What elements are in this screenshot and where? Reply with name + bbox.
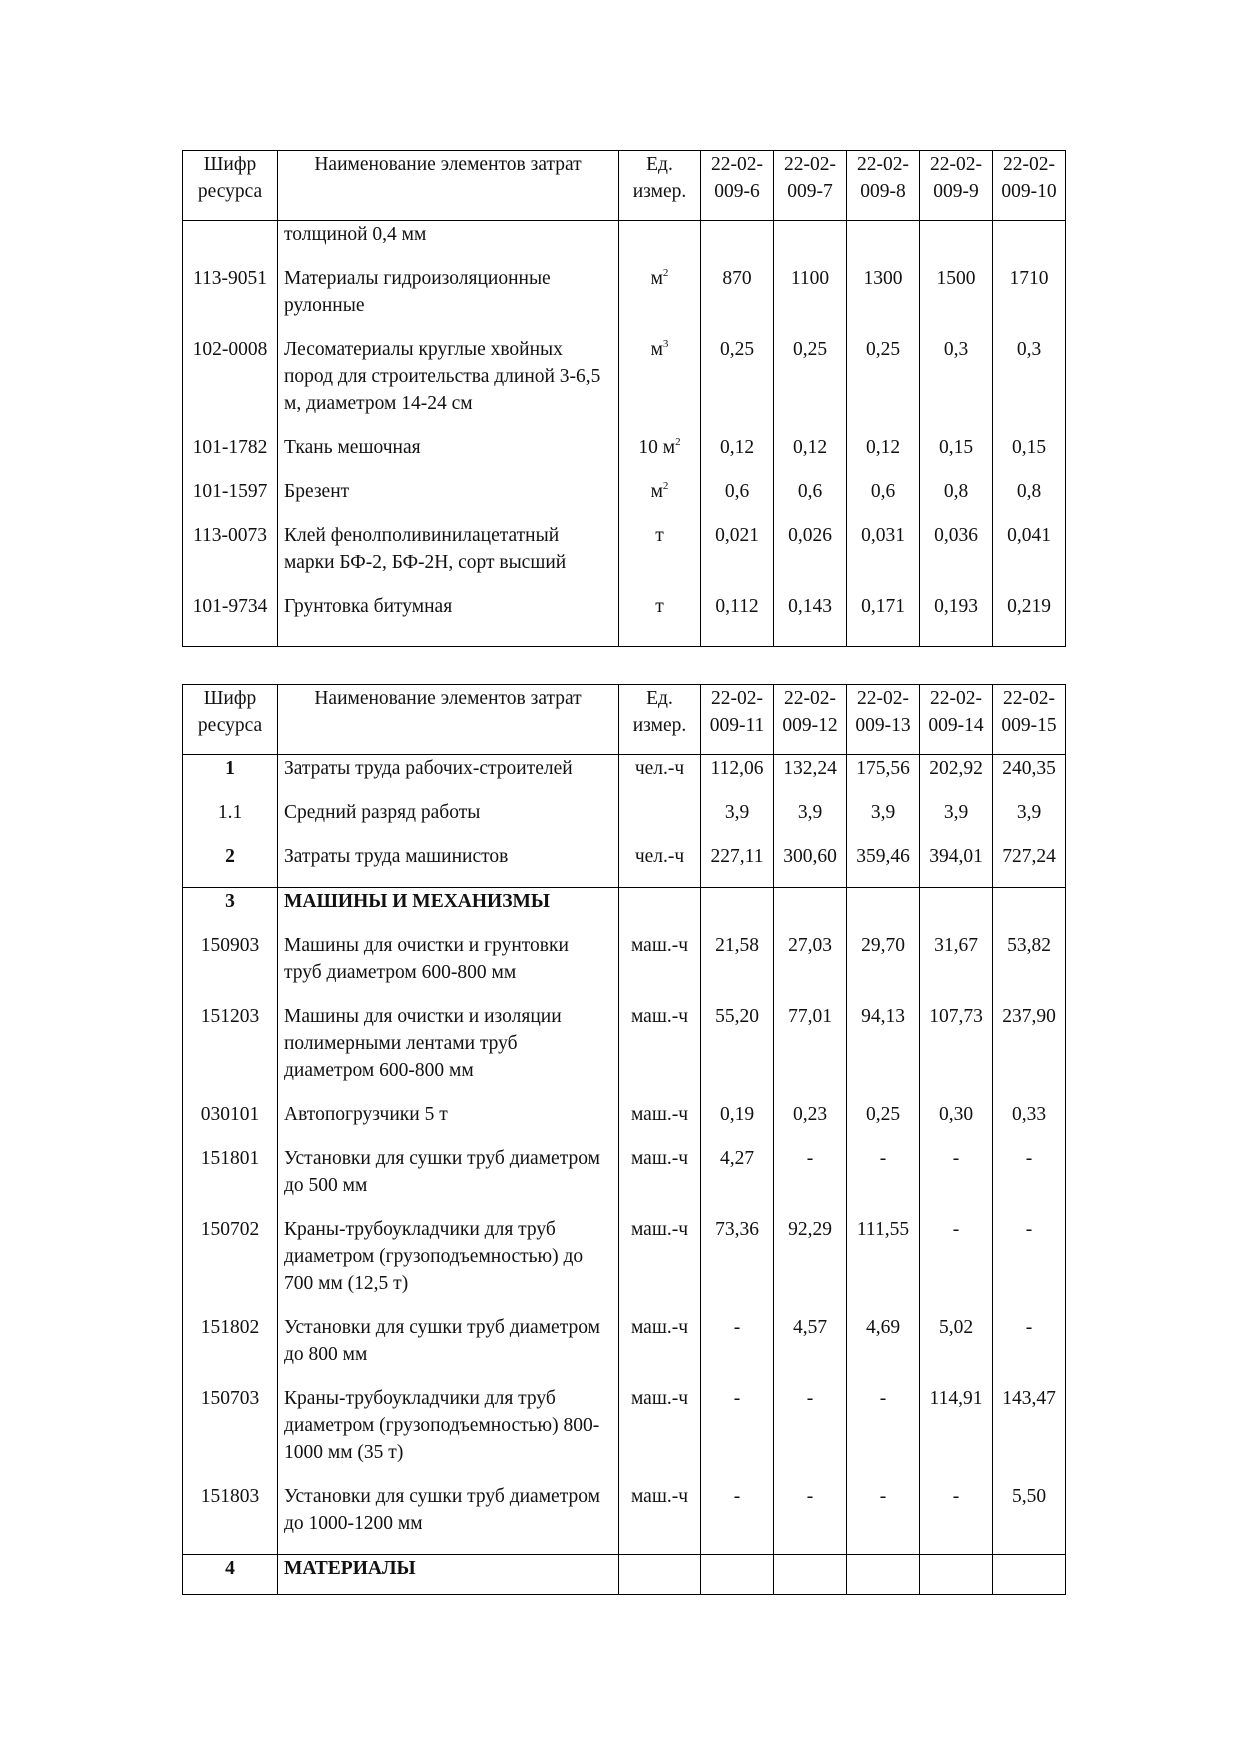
resource-code: 150702 bbox=[183, 1216, 278, 1314]
value-cell: - bbox=[993, 1314, 1066, 1385]
cost-element-name: МАШИНЫ И МЕХАНИЗМЫ bbox=[278, 888, 619, 933]
value-cell: 31,67 bbox=[920, 932, 993, 1003]
cost-element-name: Брезент bbox=[278, 478, 619, 522]
resource-code: 113-0073 bbox=[183, 522, 278, 593]
cost-element-name: Автопогрузчики 5 т bbox=[278, 1101, 619, 1145]
table-row bbox=[183, 1101, 1066, 1145]
unit-cell bbox=[619, 593, 701, 647]
cost-element-name: Машины для очистки и изоляции полимерными лентами труб диаметром 600-800 мм bbox=[278, 1003, 619, 1101]
table-row bbox=[183, 932, 1066, 1003]
value-cell: 0,30 bbox=[920, 1101, 993, 1145]
unit-text: маш.-ч bbox=[630, 1388, 689, 1409]
header-column: 22-02-009-9 bbox=[920, 151, 993, 221]
table-row bbox=[183, 522, 1066, 593]
value-cell: 0,33 bbox=[993, 1101, 1066, 1145]
unit-cell bbox=[619, 336, 701, 434]
value-cell: 3,9 bbox=[920, 799, 993, 843]
cost-element-name: Средний разряд работы bbox=[278, 799, 619, 843]
resource-code: 102-0008 bbox=[183, 336, 278, 434]
table-header-row bbox=[183, 685, 1066, 755]
value-cell: - bbox=[920, 1145, 993, 1216]
resource-code: 151203 bbox=[183, 1003, 278, 1101]
value-cell: 5,50 bbox=[993, 1483, 1066, 1555]
unit-text: чел.-ч bbox=[634, 846, 685, 867]
value-cell bbox=[774, 888, 847, 933]
value-cell: 3,9 bbox=[993, 799, 1066, 843]
header-column: 22-02-009-11 bbox=[701, 685, 774, 755]
cost-element-name: Установки для сушки труб диаметром до 1000-1200 мм bbox=[278, 1483, 619, 1555]
unit-text: м bbox=[650, 339, 663, 360]
value-cell: 3,9 bbox=[774, 799, 847, 843]
unit-text: маш.-ч bbox=[630, 1486, 689, 1507]
resource-code: 3 bbox=[183, 888, 278, 933]
value-cell: 0,15 bbox=[920, 434, 993, 478]
value-cell: 53,82 bbox=[993, 932, 1066, 1003]
value-cell bbox=[701, 221, 774, 266]
unit-cell bbox=[619, 843, 701, 888]
header-name: Наименование элементов затрат bbox=[278, 685, 619, 755]
unit-superscript: 2 bbox=[662, 480, 669, 492]
value-cell bbox=[701, 888, 774, 933]
table-row bbox=[183, 265, 1066, 336]
value-cell bbox=[920, 221, 993, 266]
value-cell: - bbox=[774, 1385, 847, 1483]
resource-code: 1 bbox=[183, 755, 278, 800]
cost-element-name: Установки для сушки труб диаметром до 800 мм bbox=[278, 1314, 619, 1385]
unit-text: 10 м bbox=[638, 437, 676, 458]
resource-code: 150903 bbox=[183, 932, 278, 1003]
unit-superscript: 3 bbox=[662, 338, 669, 350]
value-cell: 175,56 bbox=[847, 755, 920, 800]
value-cell: 1710 bbox=[993, 265, 1066, 336]
value-cell bbox=[701, 1555, 774, 1595]
value-cell: - bbox=[701, 1314, 774, 1385]
value-cell: 1500 bbox=[920, 265, 993, 336]
value-cell bbox=[847, 1555, 920, 1595]
cost-element-name: Грунтовка битумная bbox=[278, 593, 619, 647]
unit-cell bbox=[619, 522, 701, 593]
cost-element-name: МАТЕРИАЛЫ bbox=[278, 1555, 619, 1595]
cost-element-name: толщиной 0,4 мм bbox=[278, 221, 619, 266]
table-row bbox=[183, 888, 1066, 933]
unit-text: маш.-ч bbox=[630, 1148, 689, 1169]
value-cell bbox=[774, 1555, 847, 1595]
table-row bbox=[183, 755, 1066, 800]
cost-element-name: Краны-трубоукладчики для труб диаметром (грузоподъемностью) 800-1000 мм (35 т) bbox=[278, 1385, 619, 1483]
cost-element-name: Затраты труда рабочих-строителей bbox=[278, 755, 619, 800]
header-column: 22-02-009-8 bbox=[847, 151, 920, 221]
value-cell: 3,9 bbox=[847, 799, 920, 843]
header-column: 22-02-009-14 bbox=[920, 685, 993, 755]
table-row bbox=[183, 1145, 1066, 1216]
value-cell: 3,9 bbox=[701, 799, 774, 843]
value-cell: 0,25 bbox=[701, 336, 774, 434]
value-cell: 132,24 bbox=[774, 755, 847, 800]
table-header-row bbox=[183, 151, 1066, 221]
value-cell: 0,3 bbox=[993, 336, 1066, 434]
table-row bbox=[183, 1483, 1066, 1555]
table-row bbox=[183, 843, 1066, 888]
value-cell: - bbox=[993, 1145, 1066, 1216]
value-cell: 92,29 bbox=[774, 1216, 847, 1314]
unit-cell bbox=[619, 1145, 701, 1216]
resource-table-2 bbox=[182, 684, 1066, 1595]
table-row bbox=[183, 1003, 1066, 1101]
unit-text: маш.-ч bbox=[630, 1104, 689, 1125]
unit-superscript: 2 bbox=[675, 436, 681, 448]
unit-cell bbox=[619, 888, 701, 933]
value-cell bbox=[920, 1555, 993, 1595]
value-cell: 0,031 bbox=[847, 522, 920, 593]
value-cell: 0,8 bbox=[920, 478, 993, 522]
unit-cell bbox=[619, 1483, 701, 1555]
value-cell: 0,12 bbox=[774, 434, 847, 478]
header-code: Шифр ресурса bbox=[183, 685, 278, 755]
value-cell: 21,58 bbox=[701, 932, 774, 1003]
resource-code: 1.1 bbox=[183, 799, 278, 843]
table-row bbox=[183, 221, 1066, 266]
unit-text: маш.-ч bbox=[630, 1219, 689, 1240]
value-cell: 359,46 bbox=[847, 843, 920, 888]
value-cell: 0,25 bbox=[847, 1101, 920, 1145]
value-cell: 112,06 bbox=[701, 755, 774, 800]
resource-code: 151803 bbox=[183, 1483, 278, 1555]
table-row bbox=[183, 1216, 1066, 1314]
resource-code: 101-1782 bbox=[183, 434, 278, 478]
value-cell: - bbox=[920, 1216, 993, 1314]
value-cell bbox=[847, 221, 920, 266]
value-cell: 394,01 bbox=[920, 843, 993, 888]
unit-text: т bbox=[655, 525, 664, 546]
value-cell: 0,8 bbox=[993, 478, 1066, 522]
unit-superscript: 2 bbox=[662, 267, 669, 279]
value-cell: 0,6 bbox=[847, 478, 920, 522]
resource-code: 030101 bbox=[183, 1101, 278, 1145]
value-cell: 0,041 bbox=[993, 522, 1066, 593]
header-unit: Ед. измер. bbox=[619, 151, 701, 221]
value-cell bbox=[993, 1555, 1066, 1595]
value-cell: 0,6 bbox=[701, 478, 774, 522]
cost-element-name: Ткань мешочная bbox=[278, 434, 619, 478]
value-cell: 300,60 bbox=[774, 843, 847, 888]
unit-cell bbox=[619, 1314, 701, 1385]
value-cell: 870 bbox=[701, 265, 774, 336]
value-cell: 0,12 bbox=[701, 434, 774, 478]
unit-text: маш.-ч bbox=[630, 1006, 689, 1027]
value-cell: 4,27 bbox=[701, 1145, 774, 1216]
table-row bbox=[183, 1555, 1066, 1595]
unit-cell bbox=[619, 1216, 701, 1314]
header-column: 22-02-009-15 bbox=[993, 685, 1066, 755]
resource-table-1 bbox=[182, 150, 1066, 647]
unit-cell bbox=[619, 1385, 701, 1483]
header-name: Наименование элементов затрат bbox=[278, 151, 619, 221]
value-cell: 0,6 bbox=[774, 478, 847, 522]
value-cell: 0,15 bbox=[993, 434, 1066, 478]
unit-text: маш.-ч bbox=[630, 935, 689, 956]
value-cell bbox=[993, 221, 1066, 266]
unit-text: м bbox=[650, 268, 663, 289]
resource-code: 151801 bbox=[183, 1145, 278, 1216]
value-cell: 0,3 bbox=[920, 336, 993, 434]
value-cell: 0,12 bbox=[847, 434, 920, 478]
unit-text: маш.-ч bbox=[630, 1317, 689, 1338]
cost-element-name: Краны-трубоукладчики для труб диаметром (грузоподъемностью) до 700 мм (12,5 т) bbox=[278, 1216, 619, 1314]
resource-code: 101-1597 bbox=[183, 478, 278, 522]
table-row bbox=[183, 1314, 1066, 1385]
table-row bbox=[183, 478, 1066, 522]
value-cell: - bbox=[701, 1385, 774, 1483]
resource-code: 2 bbox=[183, 843, 278, 888]
value-cell: - bbox=[993, 1216, 1066, 1314]
header-column: 22-02-009-12 bbox=[774, 685, 847, 755]
value-cell bbox=[920, 888, 993, 933]
cost-element-name: Лесоматериалы круглые хвойных пород для строительства длиной 3-6,5 м, диаметром 14-24 см bbox=[278, 336, 619, 434]
unit-cell bbox=[619, 1101, 701, 1145]
value-cell: 73,36 bbox=[701, 1216, 774, 1314]
value-cell: 0,19 bbox=[701, 1101, 774, 1145]
header-unit: Ед. измер. bbox=[619, 685, 701, 755]
unit-cell bbox=[619, 799, 701, 843]
unit-cell bbox=[619, 932, 701, 1003]
table-row bbox=[183, 799, 1066, 843]
value-cell: 0,219 bbox=[993, 593, 1066, 647]
value-cell: - bbox=[920, 1483, 993, 1555]
resource-code: 101-9734 bbox=[183, 593, 278, 647]
table-row bbox=[183, 434, 1066, 478]
value-cell: 77,01 bbox=[774, 1003, 847, 1101]
value-cell: 1100 bbox=[774, 265, 847, 336]
value-cell: - bbox=[701, 1483, 774, 1555]
value-cell: 202,92 bbox=[920, 755, 993, 800]
unit-text: чел.-ч bbox=[634, 758, 685, 779]
unit-cell bbox=[619, 221, 701, 266]
cost-element-name: Материалы гидроизоляционные рулонные bbox=[278, 265, 619, 336]
value-cell: 4,57 bbox=[774, 1314, 847, 1385]
value-cell: 107,73 bbox=[920, 1003, 993, 1101]
unit-text: т bbox=[655, 596, 664, 617]
value-cell: 29,70 bbox=[847, 932, 920, 1003]
value-cell: 143,47 bbox=[993, 1385, 1066, 1483]
value-cell: 94,13 bbox=[847, 1003, 920, 1101]
unit-cell bbox=[619, 478, 701, 522]
value-cell: 0,112 bbox=[701, 593, 774, 647]
table-row bbox=[183, 593, 1066, 647]
unit-cell bbox=[619, 265, 701, 336]
value-cell: 0,23 bbox=[774, 1101, 847, 1145]
value-cell: - bbox=[774, 1483, 847, 1555]
value-cell: 0,25 bbox=[847, 336, 920, 434]
cost-element-name: Затраты труда машинистов bbox=[278, 843, 619, 888]
cost-element-name: Установки для сушки труб диаметром до 500 мм bbox=[278, 1145, 619, 1216]
value-cell: - bbox=[774, 1145, 847, 1216]
value-cell: 1300 bbox=[847, 265, 920, 336]
header-column: 22-02-009-10 bbox=[993, 151, 1066, 221]
table-row bbox=[183, 336, 1066, 434]
value-cell: - bbox=[847, 1385, 920, 1483]
value-cell: 0,036 bbox=[920, 522, 993, 593]
value-cell: 0,171 bbox=[847, 593, 920, 647]
resource-code: 151802 bbox=[183, 1314, 278, 1385]
value-cell: 727,24 bbox=[993, 843, 1066, 888]
value-cell: 0,143 bbox=[774, 593, 847, 647]
cost-element-name: Машины для очистки и грунтовки труб диаметром 600-800 мм bbox=[278, 932, 619, 1003]
value-cell: 114,91 bbox=[920, 1385, 993, 1483]
value-cell bbox=[847, 888, 920, 933]
unit-text: м bbox=[650, 481, 663, 502]
value-cell: - bbox=[847, 1483, 920, 1555]
resource-code: 150703 bbox=[183, 1385, 278, 1483]
unit-cell bbox=[619, 434, 701, 478]
header-column: 22-02-009-6 bbox=[701, 151, 774, 221]
table-row bbox=[183, 1385, 1066, 1483]
value-cell: 55,20 bbox=[701, 1003, 774, 1101]
value-cell: 5,02 bbox=[920, 1314, 993, 1385]
resource-code bbox=[183, 221, 278, 266]
value-cell: 237,90 bbox=[993, 1003, 1066, 1101]
value-cell: 0,193 bbox=[920, 593, 993, 647]
value-cell: 240,35 bbox=[993, 755, 1066, 800]
unit-cell bbox=[619, 1555, 701, 1595]
resource-code: 4 bbox=[183, 1555, 278, 1595]
value-cell bbox=[774, 221, 847, 266]
resource-code: 113-9051 bbox=[183, 265, 278, 336]
cost-element-name: Клей фенолполивинилацетатный марки БФ-2, БФ-2Н, сорт высший bbox=[278, 522, 619, 593]
value-cell: 0,25 bbox=[774, 336, 847, 434]
header-column: 22-02-009-13 bbox=[847, 685, 920, 755]
value-cell: 227,11 bbox=[701, 843, 774, 888]
unit-cell bbox=[619, 755, 701, 800]
header-column: 22-02-009-7 bbox=[774, 151, 847, 221]
value-cell: 111,55 bbox=[847, 1216, 920, 1314]
value-cell bbox=[993, 888, 1066, 933]
unit-cell bbox=[619, 1003, 701, 1101]
value-cell: 0,021 bbox=[701, 522, 774, 593]
value-cell: 0,026 bbox=[774, 522, 847, 593]
header-code: Шифр ресурса bbox=[183, 151, 278, 221]
value-cell: - bbox=[847, 1145, 920, 1216]
value-cell: 4,69 bbox=[847, 1314, 920, 1385]
value-cell: 27,03 bbox=[774, 932, 847, 1003]
